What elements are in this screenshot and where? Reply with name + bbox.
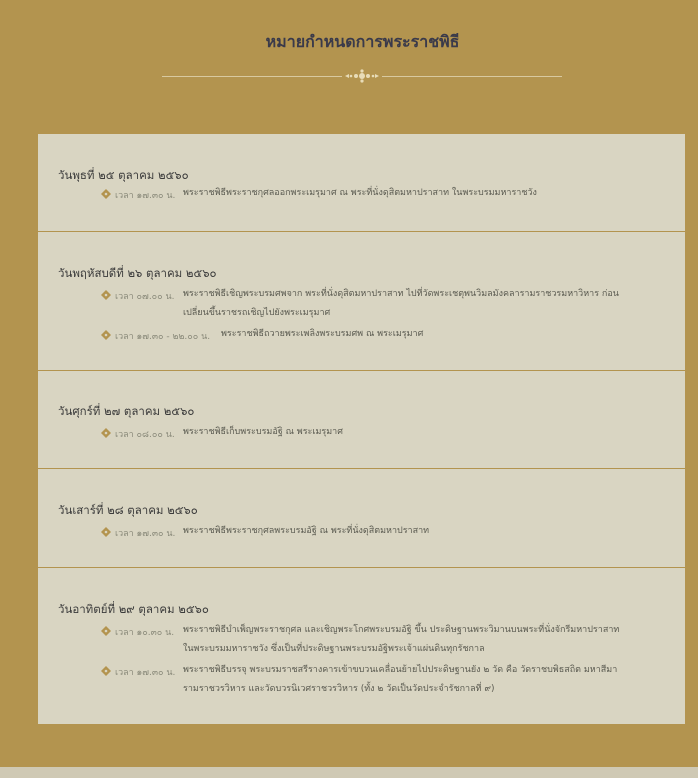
page-title: หมายกำหนดการพระราชพิธี [265, 32, 460, 51]
diamond-ornament-icon [101, 330, 111, 340]
diamond-ornament-icon [101, 290, 111, 300]
day-separator [38, 468, 685, 469]
day-separator [38, 567, 685, 568]
diamond-ornament-icon [101, 428, 111, 438]
event-time: เวลา ๑๗.๓๐ น. [115, 191, 176, 201]
diamond-ornament-icon [101, 626, 111, 636]
day-separator [38, 370, 685, 371]
day-separator [38, 231, 685, 232]
event-description: พระราชพิธีถวายพระเพลิงพระบรมศพ ณ พระเมรุมาศ [221, 329, 424, 339]
day-title: วันพฤหัสบดีที่ ๒๖ ตุลาคม ๒๕๖๐ [58, 266, 217, 280]
event-time: เวลา ๐๘.๐๐ น. [115, 430, 175, 440]
event-time: เวลา ๑๐.๓๐ น. [115, 628, 175, 638]
footer-strip [0, 767, 698, 778]
event-time: เวลา ๐๗.๐๐ น. [115, 292, 175, 302]
day-title: วันพุธที่ ๒๕ ตุลาคม ๒๕๖๐ [58, 168, 189, 182]
event-description: พระราชพิธีบำเพ็ญพระราชกุศล และเชิญพระโกศพระบรมอัฐิ ขึ้น ประดิษฐานพระวิมานบนพระที่นั่งจักรีมหาปราสาท ในพระบรมมหาราชวัง ซึ่งเป็นที่ประดิษฐานพระบรมอัฐิพระเจ้าแผ่นดินทุกรัชกาล [183, 625, 620, 654]
event-description: พระราชพิธีพระราชกุศลออกพระเมรุมาศ ณ พระที่นั่งดุสิตมหาปราสาท ในพระบรมมหาราชวัง [183, 188, 537, 198]
event-description: พระราชพิธีพระราชกุศลพระบรมอัฐิ ณ พระที่นั่งดุสิตมหาปราสาท [183, 526, 430, 536]
event-description: พระราชพิธีเก็บพระบรมอัฐิ ณ พระเมรุมาศ [183, 427, 343, 437]
event-time: เวลา ๑๗.๓๐ น. [115, 668, 176, 678]
diamond-ornament-icon [101, 666, 111, 676]
event-description: พระราชพิธีบรรจุ พระบรมราชสรีรางคารเข้าขบวนเคลื่อนย้ายไปประดิษฐานยัง ๒ วัด คือ วัดราชบพิธสถิต มหาสีมารามราชวรวิหาร และวัดบวรนิเวศราชวรวิหาร (ทั้ง ๒ วัดเป็นวัดประจำรัชกาลที่ ๙) [183, 665, 618, 694]
divider-line-right [382, 76, 562, 77]
divider-line-left [162, 76, 342, 77]
diamond-ornament-icon [101, 189, 111, 199]
day-title: วันเสาร์ที่ ๒๘ ตุลาคม ๒๕๖๐ [58, 503, 198, 517]
event-time: เวลา ๑๗.๓๐ น. [115, 529, 176, 539]
day-title: วันศุกร์ที่ ๒๗ ตุลาคม ๒๕๖๐ [58, 404, 195, 418]
day-title: วันอาทิตย์ที่ ๒๙ ตุลาคม ๒๕๖๐ [58, 602, 209, 616]
floral-divider-icon [342, 68, 382, 84]
diamond-ornament-icon [101, 527, 111, 537]
schedule-panel [38, 134, 685, 724]
event-description: พระราชพิธีเชิญพระบรมศพจาก พระที่นั่งดุสิตมหาปราสาท ไปที่วัดพระเชตุพนวิมลมังคลารามราชวรมหาวิหาร ก่อนเปลี่ยนขึ้นราชรถเชิญไปยังพระเมรุมาศ [183, 289, 619, 318]
title-divider [162, 68, 562, 84]
event-time: เวลา ๑๗.๓๐ - ๒๒.๐๐ น. [115, 332, 211, 342]
